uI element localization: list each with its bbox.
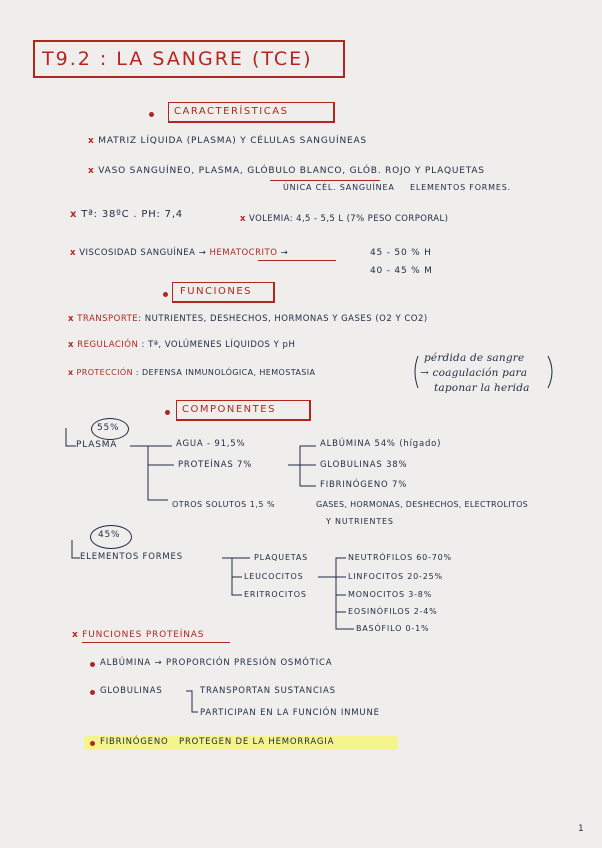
elementos-label: ELEMENTOS FORMES: [80, 552, 183, 562]
char-line-3a-text: Tª: 38ºC . PH: 7,4: [81, 209, 183, 220]
proteccion-text: DEFENSA INMUNOLÓGICA, HEMOSTASIA: [141, 368, 316, 377]
fp-albumina-label: ALBÚMINA: [100, 658, 152, 668]
plasma-albumina: ALBÚMINA 54% (hígado): [320, 439, 442, 449]
char-line-4-text: VISCOSIDAD SANGUÍNEA: [79, 248, 196, 258]
page-title: T9.2 : LA SANGRE (TCE): [42, 48, 313, 70]
transporte-text: : NUTRIENTES, DESHECHOS, HORMONAS Y GASES (O2 Y CO2): [138, 314, 428, 324]
bullet-x: x: [68, 340, 74, 350]
branch-albumina: [288, 446, 316, 465]
leuco-monocitos: MONOCITOS 3-8%: [348, 590, 433, 599]
plasma-label: PLASMA: [76, 440, 118, 450]
note-bracket-left: [415, 356, 418, 388]
elementos-leucocitos: LEUCOCITOS: [244, 572, 304, 581]
fp-globulinas: GLOBULINAS: [100, 686, 163, 696]
plasma-bracket: [66, 428, 76, 446]
note-perdida: pérdida de sangre: [424, 352, 525, 364]
heading-funciones: FUNCIONES: [180, 286, 253, 297]
elementos-bracket: [72, 540, 80, 558]
bullet-x: x: [68, 368, 74, 377]
bullet-x: x: [70, 248, 76, 258]
note-bracket-right: [548, 356, 552, 388]
elementos-plaquetas: PLAQUETAS: [254, 553, 309, 562]
bullet-x: x: [88, 136, 95, 146]
branch-fibrinogeno: [300, 465, 316, 486]
hematocrito-label: HEMATOCRITO: [209, 248, 278, 258]
plasma-pct: 55%: [97, 423, 120, 433]
plasma-otros: OTROS SOLUTOS 1,5 %: [172, 500, 276, 509]
plasma-globulinas: GLOBULINAS 38%: [320, 460, 408, 470]
func-proteinas-prefix: FUNCIONES: [82, 630, 143, 640]
arrow-icon: →: [280, 248, 289, 258]
branch-otros: [148, 446, 168, 500]
regulacion-text: Tª, VOLÚMENES LÍQUIDOS Y pH: [148, 340, 296, 350]
branch-basofilo: [336, 577, 354, 629]
fp-fibrinogeno-text: PROTEGEN DE LA HEMORRAGIA: [179, 737, 335, 747]
bullet-x: x: [88, 166, 95, 176]
plasma-fibrinogeno: FIBRINÓGENO 7%: [320, 480, 408, 490]
page-number: 1: [578, 824, 585, 834]
fp-glob-text1: TRANSPORTAN SUSTANCIAS: [200, 686, 336, 696]
arrow-icon: →: [198, 248, 207, 258]
heading-caracteristicas: CARACTERÍSTICAS: [174, 106, 289, 117]
branch-glob: [186, 691, 198, 712]
bullet-x: x: [70, 209, 78, 220]
elementos-eritrocitos: ERITROCITOS: [244, 590, 307, 599]
hematocrito-m: 40 - 45 % M: [370, 266, 433, 276]
branch-neutrofilos: [318, 558, 346, 577]
elementos-pct: 45%: [98, 530, 121, 540]
hematocrito-h: 45 - 50 % H: [370, 248, 432, 258]
func-proteccion: x PROTECCIÓN : DEFENSA INMUNOLÓGICA, HEMOSTASIA: [68, 368, 316, 377]
note-coagulacion: → coagulación para: [420, 367, 528, 379]
plasma-otros-list: GASES, HORMONAS, DESHECHOS, ELECTROLITOS: [316, 500, 529, 509]
fp-glob-text2: PARTICIPAN EN LA FUNCIÓN INMUNE: [200, 708, 380, 718]
heading-componentes: COMPONENTES: [182, 404, 276, 415]
func-proteinas-red: PROTEÍNAS: [145, 630, 205, 640]
leuco-basofilo: BASÓFILO 0-1%: [356, 624, 430, 633]
proteccion-label: PROTECCIÓN: [76, 368, 133, 377]
fp-fibrinogeno-label: FIBRINÓGENO: [100, 737, 169, 747]
leuco-eosinofilos: EOSINÓFILOS 2-4%: [348, 607, 438, 616]
bullet-x: x: [68, 314, 74, 324]
char-line-3b-text: VOLEMIA: 4,5 - 5,5 L (7% PESO CORPORAL): [249, 214, 449, 224]
leuco-linfocitos: LINFOCITOS 20-25%: [348, 572, 443, 581]
char-line-2-text: VASO SANGUÍNEO, PLASMA, GLÓBULO BLANCO, GLÓB. ROJO Y PLAQUETAS: [98, 166, 485, 176]
transporte-label: TRANSPORTE: [77, 314, 139, 324]
note-taponar: taponar la herida: [434, 382, 530, 394]
fp-albumina-text: PROPORCIÓN PRESIÓN OSMÓTICA: [165, 658, 333, 668]
char-line-1-text: MATRIZ LÍQUIDA (PLASMA) Y CÉLULAS SANGUÍNEAS: [98, 136, 367, 146]
plasma-proteinas: PROTEÍNAS 7%: [178, 460, 253, 470]
bullet-x: x: [240, 214, 246, 224]
bullet-x: x: [72, 630, 79, 640]
leuco-neutrofilos: NEUTRÓFILOS 60-70%: [348, 553, 452, 562]
plasma-otros-list2: Y NUTRIENTES: [326, 517, 394, 526]
char-line-2-sub-left: ÚNICA CÉL. SANGUÍNEA: [283, 183, 395, 192]
plasma-agua: AGUA - 91,5%: [176, 439, 246, 449]
regulacion-label: REGULACIÓN: [77, 340, 139, 350]
fp-albumina: ALBÚMINA → PROPORCIÓN PRESIÓN OSMÓTICA: [100, 658, 333, 668]
char-line-2-sub-right: ELEMENTOS FORMES.: [410, 183, 511, 192]
func-regulacion: x REGULACIÓN : Tª, VOLÚMENES LÍQUIDOS Y pH: [68, 340, 296, 350]
